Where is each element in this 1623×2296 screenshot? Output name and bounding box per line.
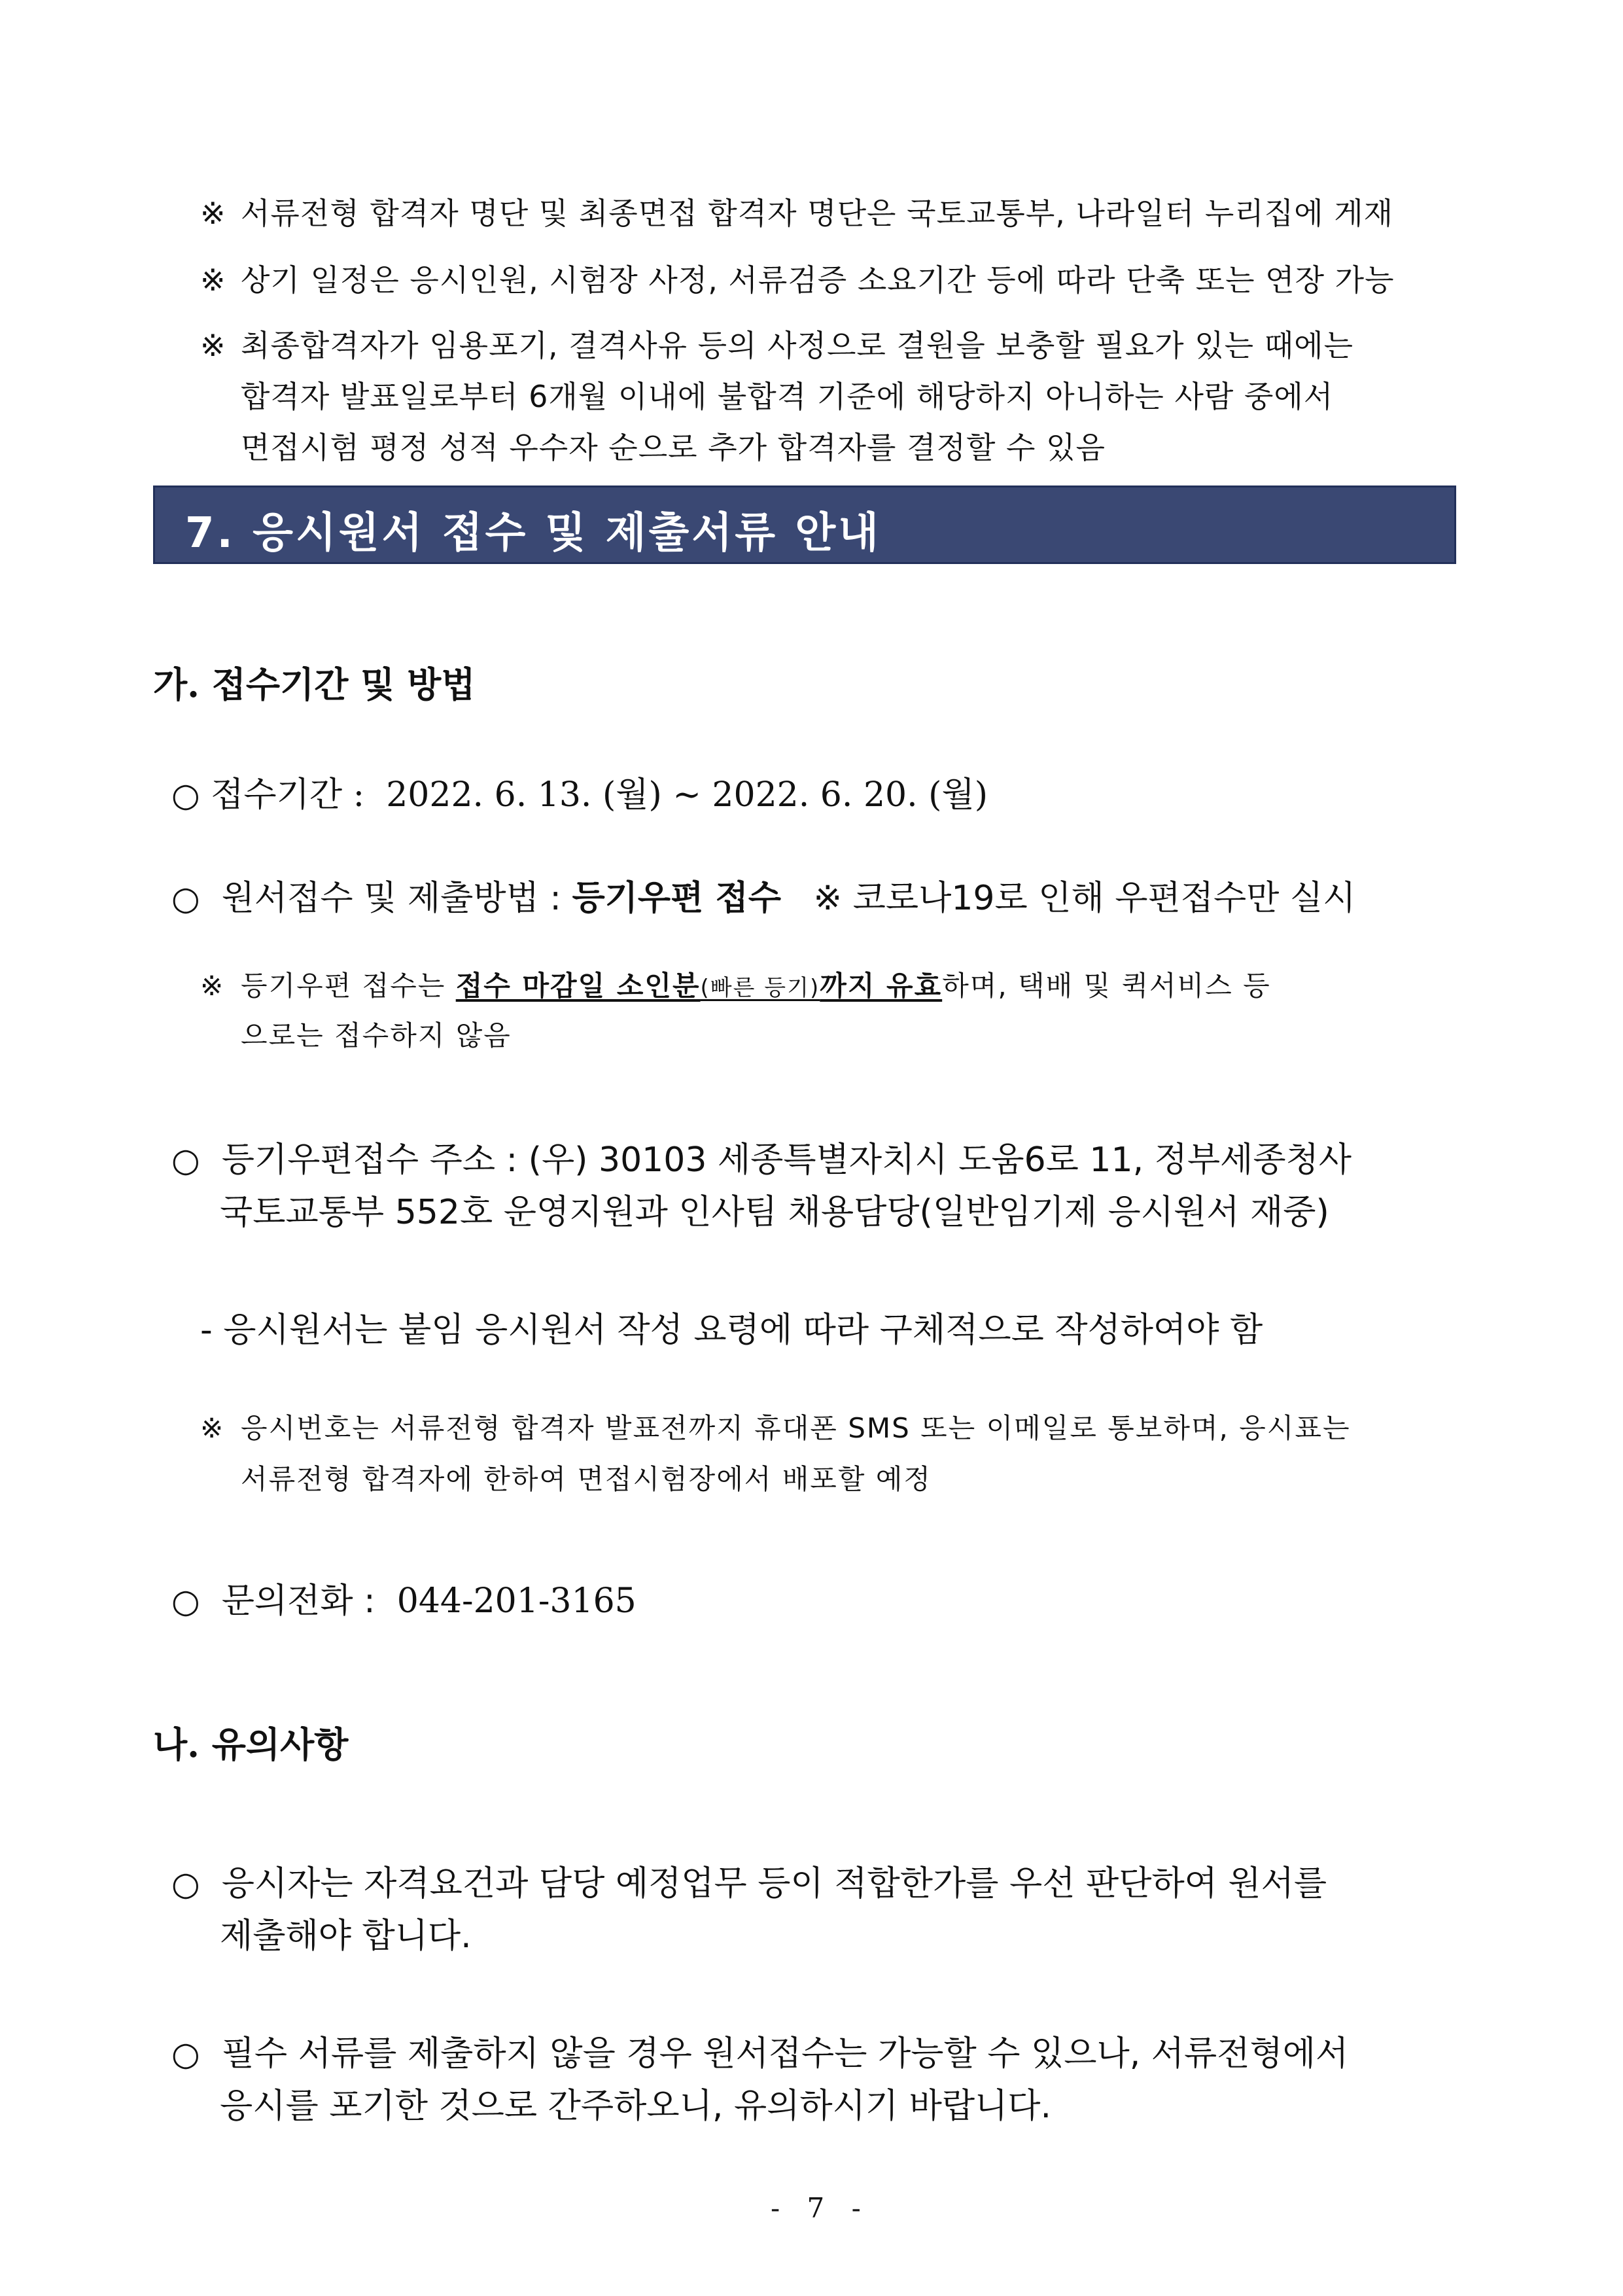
period-label: 접수기간 : (211, 775, 365, 815)
note-3 (200, 322, 1353, 365)
exam-number-note (200, 1407, 1351, 1446)
postal-address (171, 1132, 1352, 1181)
exam-note-line-1: 응시번호는 서류전형 합격자 발표전까지 휴대폰 SMS 또는 이메일로 통보하며, 응시표는 (241, 1412, 1351, 1444)
caution-item-2 (171, 2026, 1348, 2075)
circle-bullet-icon: ○ (171, 1582, 200, 1620)
address-line-2: 국토교통부 552호 운영지원과 인사팀 채용담당(일반임기제 응시원서 재중) (220, 1193, 1329, 1232)
exam-note-line-2: 서류전형 합격자에 한하여 면접시험장에서 배포할 예정 (241, 1463, 932, 1495)
method-label: 원서접수 및 제출방법 : (221, 879, 561, 918)
postal-note-valid: 까지 유효 (820, 970, 943, 1002)
section-header-bar (153, 486, 1456, 564)
section-title: 7. 응시원서 접수 및 제출서류 안내 (185, 509, 881, 557)
inquiry-phone (171, 1573, 637, 1622)
phone-value: 044-201-3165 (396, 1581, 637, 1621)
caution-1-line-2: 제출해야 합니다. (220, 1916, 472, 1956)
phone-label: 문의전화 : (221, 1581, 375, 1621)
postal-note-pre: 등기우편 접수는 (241, 970, 456, 1002)
postal-note-express: (빠른 등기) (700, 975, 820, 1001)
note-3-line-2: 합격자 발표일로부터 6개월 이내에 불합격 기준에 해당하지 아니하는 사람 중에서 (241, 379, 1334, 414)
application-method (171, 870, 1355, 919)
note-3-line-1: 최종합격자가 임용포기, 결격사유 등의 사정으로 결원을 보충할 필요가 있는 때에는 (241, 328, 1354, 363)
note-1-text: 서류전형 합격자 명단 및 최종면접 합격자 명단은 국토교통부, 나라일터 누리집에 게재 (241, 196, 1394, 231)
postal-note-post: 하며, 택배 및 퀵서비스 등 (942, 970, 1271, 1002)
note-2-text: 상기 일정은 응시인원, 시험장 사정, 서류검증 소요기간 등에 따라 단축 또는 연장 가능 (241, 262, 1395, 298)
caution-1-line-1: 응시자는 자격요건과 담당 예정업무 등이 적합한가를 우선 판단하여 원서를 (221, 1864, 1327, 1903)
circle-bullet-icon: ○ (171, 1141, 200, 1179)
caution-2-line-2: 응시를 포기한 것으로 간주하오니, 유의하시기 바랍니다. (220, 2087, 1052, 2126)
address-line-1: 등기우편접수 주소 : (우) 30103 세종특별자치시 도움6로 11, 정부세종청사 (221, 1140, 1352, 1180)
note-1 (200, 190, 1393, 233)
form-instruction: - 응시원서는 붙임 응시원서 작성 요령에 따라 구체적으로 작성하여야 함 (200, 1311, 1263, 1350)
circle-bullet-icon: ○ (171, 1865, 200, 1903)
circle-bullet-icon: ○ (171, 879, 200, 917)
page-number: - 7 - (771, 2192, 870, 2224)
caution-item-1 (171, 1856, 1327, 1905)
period-value: 2022. 6. 13. (월) ~ 2022. 6. 20. (월) (386, 775, 988, 815)
reference-mark-icon: ※ (200, 970, 225, 1002)
reference-mark-icon: ※ (200, 262, 226, 298)
postal-note-deadline: 접수 마감일 소인분 (455, 970, 701, 1002)
reference-mark-icon: ※ (200, 328, 226, 363)
reference-mark-icon: ※ (200, 1412, 225, 1444)
circle-bullet-icon: ○ (171, 2035, 200, 2073)
application-period (171, 767, 988, 816)
postal-note-line-2: 으로는 접수하지 않음 (241, 1019, 512, 1051)
note-3-line-3: 면접시험 평정 성적 우수자 순으로 추가 합격자를 결정할 수 있음 (241, 430, 1106, 465)
method-note: ※ 코로나19로 인해 우편접수만 실시 (813, 879, 1356, 918)
note-2 (200, 256, 1395, 300)
postal-note (200, 964, 1271, 1004)
caution-2-line-1: 필수 서류를 제출하지 않을 경우 원서접수는 가능할 수 있으나, 서류전형에서 (221, 2034, 1349, 2074)
reference-mark-icon: ※ (200, 196, 226, 231)
subsection-heading-b: 나. 유의사항 (153, 1723, 349, 1765)
subsection-heading-a: 가. 접수기간 및 방법 (153, 663, 476, 705)
method-emphasis: 등기우편 접수 (572, 878, 781, 918)
circle-bullet-icon: ○ (171, 776, 200, 814)
